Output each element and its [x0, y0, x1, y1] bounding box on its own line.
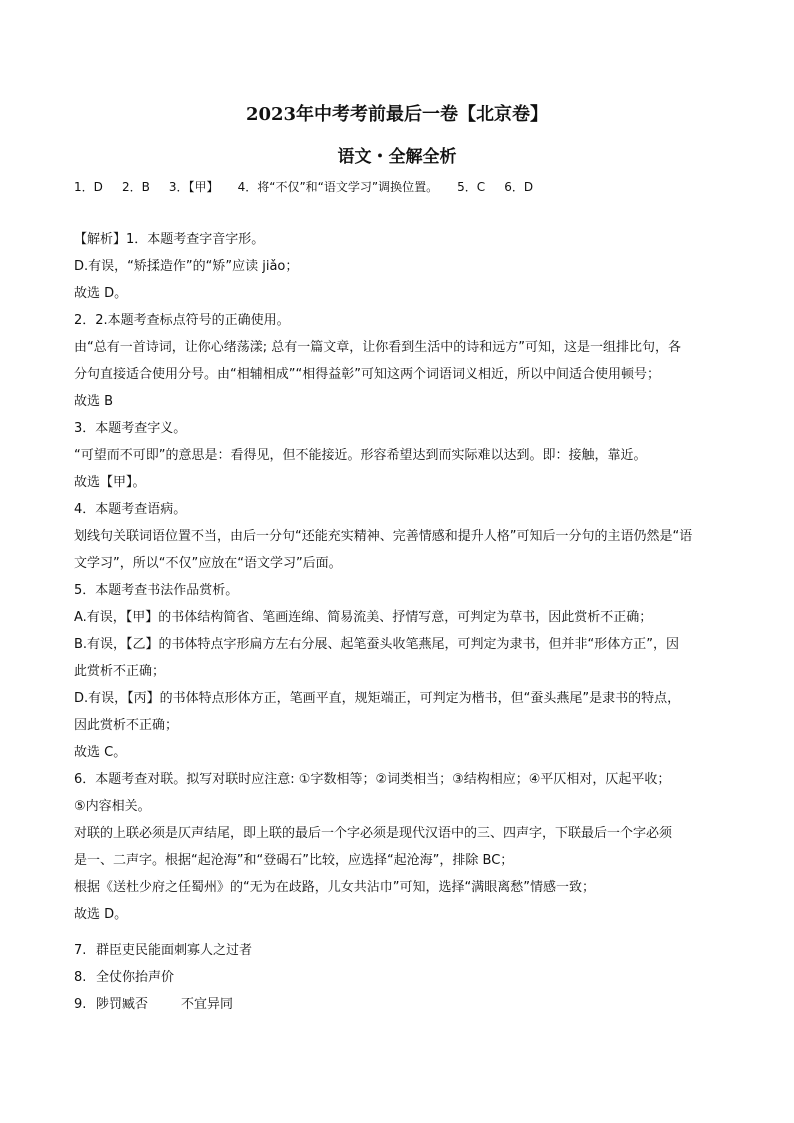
item-number: 9. [74, 997, 87, 1012]
analysis-line: 【解析】1．本题考查字音字形。 [74, 232, 265, 247]
answer-item-9 [74, 993, 233, 1012]
analysis-line: ⑤内容相关。 [74, 799, 151, 814]
analysis-line: 3．本题考查字义。 [74, 421, 187, 436]
analysis-line: D.有误，【丙】的书体特点形体方正，笔画平直，规矩端正，可判定为楷书，但“蚕头燕尾”是隶书的特点， [74, 691, 681, 706]
analysis-line: 故选 D。 [74, 286, 128, 301]
analysis-line: 对联的上联必须是仄声结尾，即上联的最后一个字必须是现代汉语中的三、四声字，下联最后一个字必须 [74, 826, 673, 841]
analysis-line: 故选【甲】。 [74, 475, 146, 490]
analysis-line: A.有误，【甲】的书体结构简省、笔画连绵、简易流美、抒情写意，可判定为草书，因此赏析不正确； [74, 610, 653, 625]
item-text: 陟罚臧否 不宜异同 [96, 997, 234, 1012]
analysis-line: 6．本题考查对联。拟写对联时应注意: ①字数相等；②词类相当；③结构相应；④平仄相对，仄起平收； [74, 772, 671, 787]
analysis-line: 故选 C。 [74, 745, 127, 760]
analysis-line: D.有误，“矫揉造作”的“矫”应读 jiǎo； [74, 259, 299, 274]
page-title: 2023年中考考前最后一卷【北京卷】 [245, 104, 549, 125]
analysis-line: 4．本题考查语病。 [74, 502, 187, 517]
analysis-line: 是一、二声字。根据“起沧海”和“登碣石”比较，应选择“起沧海”，排除 BC； [74, 853, 514, 868]
analysis-line: 划线句关联词语位置不当，由后一分句“还能充实精神、完善情感和提升人格”可知后一分句的主语仍然是“语 [74, 529, 693, 544]
analysis-line: 由“总有一首诗词，让你心绪荡漾; 总有一篇文章，让你看到生活中的诗和远方”可知，这是一组排比句，各 [74, 340, 681, 355]
analysis-line: B.有误，【乙】的书体特点字形扁方左右分展、起笔蚕头收笔燕尾，可判定为隶书，但并非“形体方正”，因 [74, 637, 680, 652]
analysis-line: 2．2.本题考查标点符号的正确使用。 [74, 313, 290, 328]
analysis-line: 根据《送杜少府之任蜀州》的“无为在歧路，儿女共沾巾”可知，选择“满眼离愁”情感一致； [74, 880, 595, 895]
item-text: 群臣吏民能面刺寡人之过者 [96, 943, 253, 958]
analysis-line: 因此赏析不正确； [74, 718, 179, 733]
analysis-line: 文学习”，所以“不仅”应放在“语文学习”后面。 [74, 556, 342, 571]
analysis-line: 故选 B [74, 394, 114, 409]
item-number: 7. [74, 943, 87, 958]
item-text: 全仗你抬声价 [96, 970, 175, 985]
analysis-line: 5．本题考查书法作品赏析。 [74, 583, 239, 598]
answer-item-8 [74, 966, 174, 985]
answer-item-7 [74, 939, 252, 958]
answer-key-line: 1．D 2．B 3．【甲】 4．将“不仅”和“语文学习”调换位置。 5．C 6．D [74, 180, 534, 194]
analysis-line: 分句直接适合使用分号。由“相辅相成”“相得益彰”可知这两个词语词义相近，所以中间适合使用顿号； [74, 367, 660, 382]
item-number: 8. [74, 970, 87, 985]
analysis-line: 故选 D。 [74, 907, 128, 922]
page-subtitle: 语文・全解全析 [337, 147, 457, 167]
analysis-line: 此赏析不正确； [74, 664, 166, 679]
analysis-line: “可望而不可即”的意思是：看得见，但不能接近。形容希望达到而实际难以达到。即：接触，靠近。 [74, 448, 647, 463]
